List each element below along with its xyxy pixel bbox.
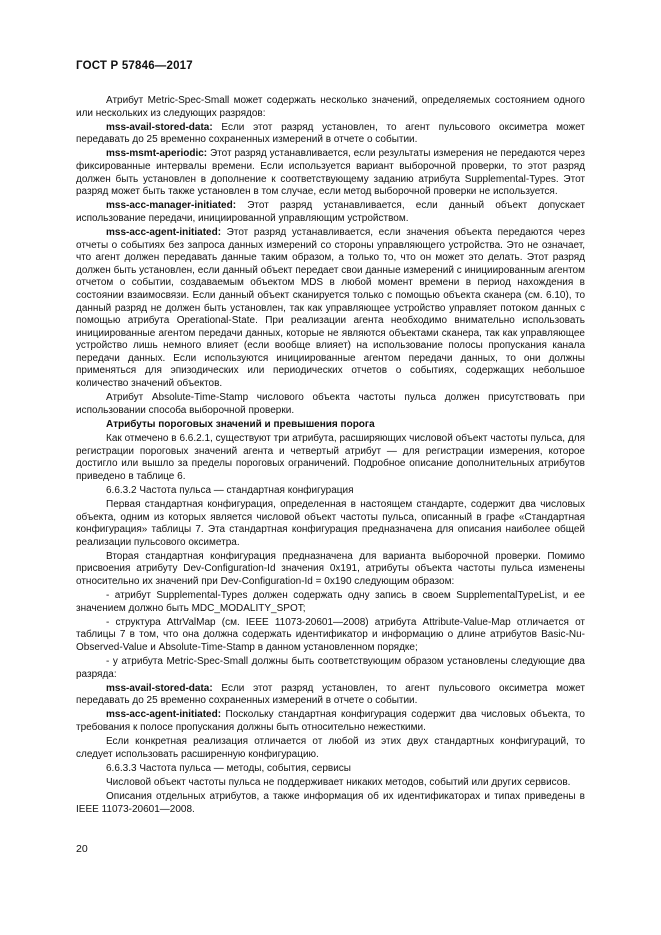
paragraph: Атрибут Absolute-Time-Stamp числового объекта частоты пульса должен присутствовать при использовании способа выборочной проверки. (76, 392, 585, 416)
paragraph: Первая стандартная конфигурация, определенная в настоящем стандарте, содержит два числовых объекта, одним из которых является числовой объект частоты пульса, описанный в графе «Стандартная конфигурация» таблицы 7. Эта стандартная конфигурация предназначена для описания наиболее общей реализации пульсового оксиметра. (76, 498, 585, 548)
bit-term: mss-acc-manager-initiated: (106, 200, 237, 212)
bit-term: mss-acc-agent-initiated: (106, 709, 222, 721)
paragraph: mss-acc-manager-initiated: Этот разряд устанавливается, если данный объект допускает использование передачи, инициированной управляющим устройством. (76, 200, 585, 224)
paragraph: mss-avail-stored-data: Если этот разряд установлен, то агент пульсового оксиметра может передавать до 25 временно сохраненных измерений в отчете о событии. (76, 121, 585, 146)
paragraph: Как отмечено в 6.6.2.1, существуют три атрибута, расширяющих числовой объект частоты пульса, для регистрации пороговых значений агента и четвертый атрибут — для регистрации измерения, которое достигло или вышло за пределы пороговых ограничений. Подробное описание дополнительных атрибутов приведено в таблице 6. (76, 432, 585, 482)
page-header: ГОСТ Р 57846—2017 (76, 60, 193, 72)
paragraph: mss-acc-agent-initiated: Поскольку стандартная конфигурация содержит два числовых объекта, то требования к полосе пропускания должны быть относительно нежесткими. (76, 709, 585, 733)
bit-term: mss-avail-stored-data: (106, 121, 213, 133)
list-item: - атрибут Supplemental-Types должен содержать одну запись в своем SupplementalTypeList, и ее значением должно быть MDC_MODALITY_SPOT; (76, 590, 585, 614)
bit-term: mss-msmt-aperiodic: (106, 148, 208, 160)
document-body (76, 95, 585, 818)
paragraph: Если конкретная реализация отличается от любой из этих двух стандартных конфигураций, то следует использовать расширенную конфигурацию. (76, 736, 585, 760)
section-heading: Атрибуты пороговых значений и превышения порога (106, 418, 375, 430)
list-item: - структура AttrValMap (см. IEEE 11073-20601—2008) атрибута Attribute-Value-Map отличается от таблицы 7 в том, что она должна содержать идентификатор и информацию о длине атрибутов Basic-Nu-Observed-Value и Absolute-Time-Stamp в данном установленном порядке; (76, 616, 585, 653)
list-item: - у атрибута Metric-Spec-Small должны быть соответствующим образом установлены следующие два разряда: (76, 656, 585, 680)
paragraph: mss-msmt-aperiodic: Этот разряд устанавливается, если результаты измерения не передаются через фиксированные интервалы времени. Если используется вариант выборочной проверки, то этот разряд должен быть установлен в дополнение к соответствующему заданию атрибута Supplemental-Types. Этот разряд может быть также установлен в том случае, если метод выборочной проверки не используется. (76, 148, 585, 198)
subsection-title: 6.6.3.2 Частота пульса — стандартная конфигурация (106, 484, 354, 496)
paragraph: Описания отдельных атрибутов, а также информация об их идентификаторах и типах приведены в IEEE 11073-20601—2008. (76, 790, 585, 815)
bit-term: mss-acc-agent-initiated: (106, 226, 222, 238)
subsection-title: 6.6.3.3 Частота пульса — методы, события, сервисы (106, 762, 351, 774)
bit-term: mss-avail-stored-data: (106, 682, 213, 694)
paragraph: mss-avail-stored-data: Если этот разряд установлен, то агент пульсового оксиметра может передавать до 25 временно сохраненных измерений в отчете о событии. (76, 682, 585, 707)
paragraph: Атрибут Metric-Spec-Small может содержать несколько значений, определяемых состоянием одного или нескольких из следующих разрядов: (76, 95, 585, 119)
paragraph: mss-acc-agent-initiated: Этот разряд устанавливается, если значения объекта передаются через отчеты о событиях без запроса данных измерений со стороны управляющего устройства. Это не означает, что агент должен передавать данные таким образом, а только то, что он может это делать. Этот разряд должен быть установлен, если данный объект передает свои данные измерений с инициированным агентом отчетом о событии, создаваемым объектом MDS в любой момент времени в период нахождения в состоянии взаимосвязи. Если данный объект сканируется только с помощью объекта сканера (см. 6.10), то данный разряд не должен быть установлен, так как управляющее устройство управляет потоком данных с помощью атрибута Operational-State. При реализации агента необходимо внимательно использовать инициированные агентом передачи данных, которые не являются объектами сканера, так как управляющее устройство лишь немного влияет (если вообще влияет) на использование полосы пропускания канала передачи данных. Если используются инициированные агентом передачи данных, то они должны применяться для эпизодических или периодических отчетов о событиях, содержащих небольшое количество значений объектов. (76, 226, 585, 390)
paragraph: Числовой объект частоты пульса не поддерживает никаких методов, событий или других сервисов. (106, 776, 571, 788)
page-number: 20 (76, 843, 88, 855)
paragraph: Вторая стандартная конфигурация предназначена для варианта выборочной проверки. Помимо присвоения атрибуту Dev-Configuration-Id значения 0x191, атрибуты объекта частоты пульса изменены относительно их значений при Dev-Configuration-Id = 0x190 следующим образом: (76, 550, 585, 587)
